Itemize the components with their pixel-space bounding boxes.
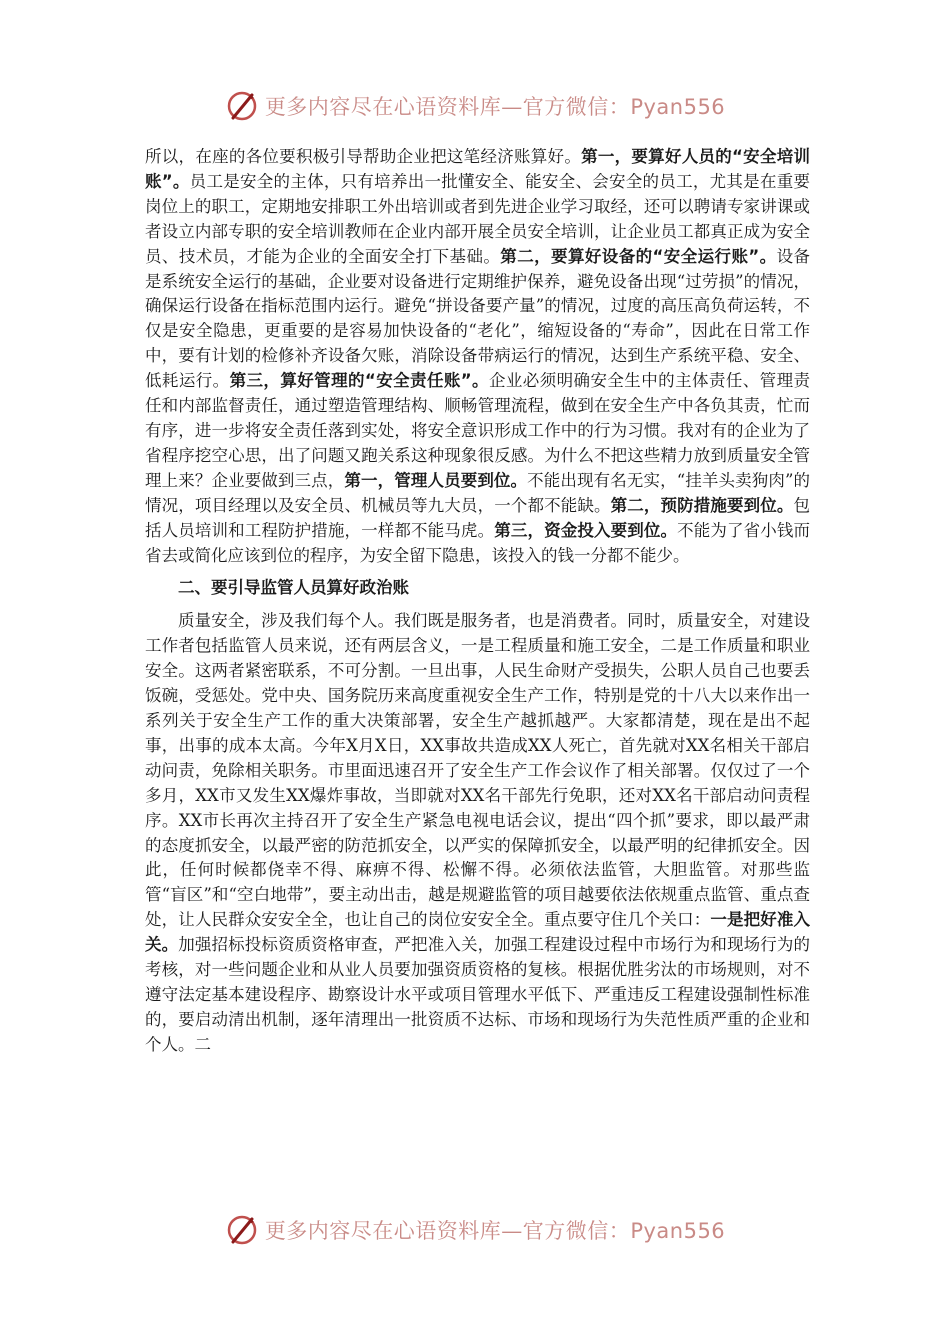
bold-point: 第三，算好管理的“安全责任账”。 [229,371,489,391]
bold-point: 一是把好准入关。 [145,910,811,955]
bold-point: 第二，预防措施要到位。 [610,495,794,515]
footer-banner [0,1210,950,1250]
banner-text: 更多内容尽在心语资料库—官方微信：Pyan556 [264,95,726,119]
paragraph-political-account: 质量安全，涉及我们每个人。我们既是服务者，也是消费者。同时，质量安全，对建设工作者包括监管人员来说，还有两层含义，一是工程质量和施工安全，二是工作质量和职业安全。这两者紧密联系，不可分割。一旦出事，人民生命财产受损失，公职人员自己也要丢饭碗，受惩处。党中央、国务院历来高度重视安全生产工作，特别是党的十八大以来作出一系列关于安全生产工作的重大决策部署，安全生产越抓越严。大家都清楚，现在是出不起事，出事的成本太高。今年X月X日，XX事故共造成XX人死亡，首先就对XX名相关干部启动问责，免除相关职务。市里面迅速召开了安全生产工作会议作了相关部署。仅仅过了一个多月，XX市又发生XX爆炸事故，当即就对XX名干部先行免职，还对XX名干部启动问责程序。XX市长再次主持召开了安全生产紧急电视电话会议，提出“四个抓”要求，即以最严肃的态度抓安全，以最严密的防范抓安全，以严实的保障抓安全，以最严明的纪律抓安全。因此，任何时候都侥幸不得、麻痹不得、松懈不得。必须依法监管，大胆监管。对那些监管“盲区”和“空白地带”，要主动出击，越是规避监管的项目越要依法依规重点监管、重点查处，让人民群众安安全全，也让自己的岗位安安全全。重点要守住几个关口：一是把好准入关。加强招标投标资质资格审查，严把准入关，加强工程建设过程中市场行为和现场行为的考核，对一些问题企业和从业人员要加强资质资格的复核。根据优胜劣汰的市场规则，对不遵守法定基本建设程序、勘察设计水平或项目管理水平低下、严重违反工程建设强制性标准的，要启动清出机制，逐年清理出一批资质不达标、市场和现场行为失范性质严重的企业和个人。二 [145,611,811,1054]
wechat-id: Pyan556 [630,1219,726,1243]
wechat-id: Pyan556 [630,95,726,119]
bold-point: 第二，要算好设备的“安全运行账”。 [500,246,777,266]
paragraph-economic-account: 所以，在座的各位要积极引导帮助企业把这笔经济账算好。第一，要算好人员的“安全培训账”。员工是安全的主体，只有培养出一批懂安全、能安全、会安全的员工，尤其是在重要岗位上的职工，定期地安排职工外出培训或者到先进企业学习取经，还可以聘请专家讲课或者设立内部专职的安全培训教师在企业内部开展全员安全培训，让企业员工都真正成为安全员、技术员，才能为企业的全面安全打下基础。第二，要算好设备的“安全运行账”。设备是系统安全运行的基础，企业要对设备进行定期维护保养，避免设备出现“过劳损”的情况，确保运行设备在指标范围内运行。避免“拼设备要产量”的情况，过度的高压高负荷运转，不仅是安全隐患，更重要的是容易加快设备的“老化”，缩短设备的“寿命”，因此在日常工作中，要有计划的检修补齐设备欠账，消除设备带病运行的情况，达到生产系统平稳、安全、低耗运行。第三，算好管理的“安全责任账”。企业必须明确安全生中的主体责任、管理责任和内部监督责任，通过塑造管理结构、顺畅管理流程，做到在安全生产中各负其责，忙而有序，进一步将安全责任落到实处，将安全意识形成工作中的行为习惯。我对有的企业为了省程序挖空心思，出了问题又跑关系这种现象很反感。为什么不把这些精力放到质量安全管理上来？企业要做到三点，第一，管理人员要到位。不能出现有名无实，“挂羊头卖狗肉”的情况，项目经理以及安全员、机械员等九大员，一个都不能缺。第二，预防措施要到位。包括人员培训和工程防护措施，一样都不能马虎。第三，资金投入要到位。不能为了省小钱而省去或简化应该到位的程序，为安全留下隐患，该投入的钱一分都不能少。 [145,147,811,565]
header-banner [0,86,950,126]
bold-point: 第一，管理人员要到位。 [344,470,528,490]
pen-circle-logo-icon [225,1213,259,1247]
section-heading: 二、要引导监管人员算好政治账 [178,578,409,598]
banner-text: 更多内容尽在心语资料库—官方微信：Pyan556 [264,1219,726,1243]
bold-point: 第一，要算好人员的“安全培训账”。 [145,147,810,191]
document-body [145,145,810,1058]
pen-circle-logo-icon [225,89,259,123]
bold-point: 第三，资金投入要到位。 [494,520,678,540]
